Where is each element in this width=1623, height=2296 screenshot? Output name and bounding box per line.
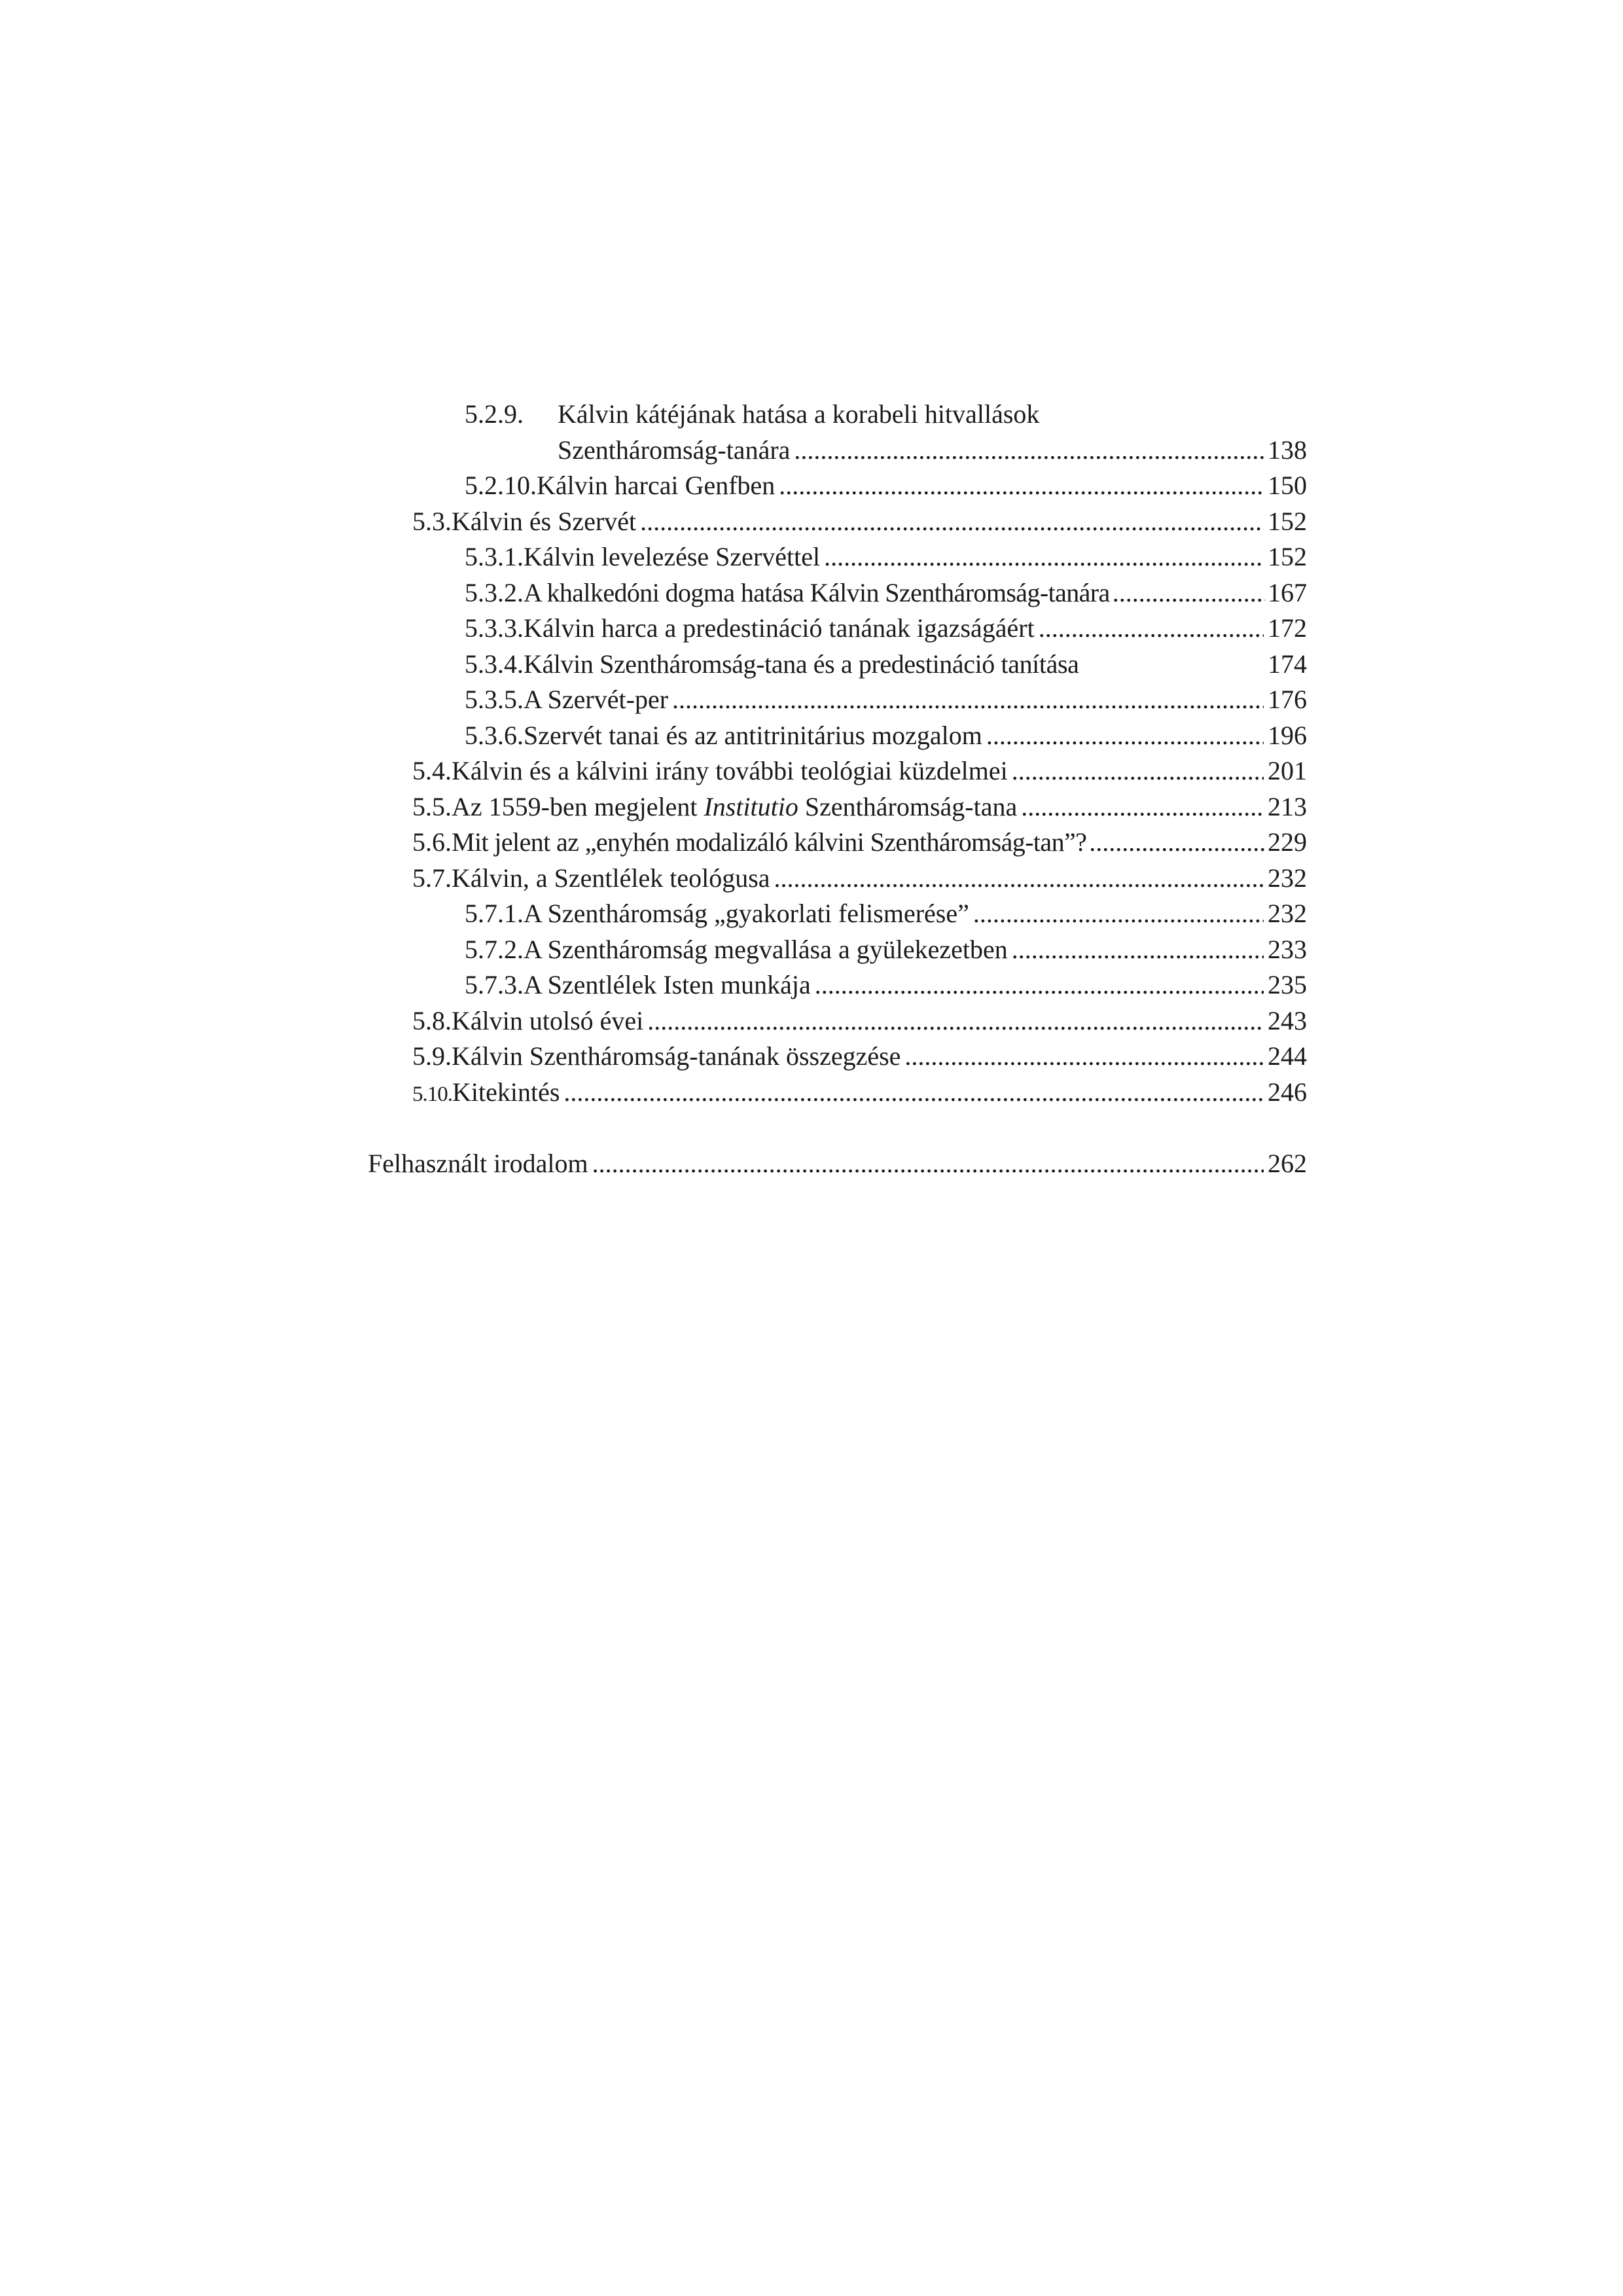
toc-entry-number: 5.7.: [412, 863, 452, 893]
toc-entry-number: 5.2.10.: [465, 471, 537, 500]
toc-entry-page: 176: [1268, 685, 1307, 714]
toc-entry-number: 5.7.1.: [465, 899, 524, 928]
toc-entry-number: 5.3.5.: [465, 685, 524, 714]
toc-entry-page: 196: [1268, 721, 1307, 750]
toc-entry: [412, 1003, 1307, 1039]
toc-entry: [465, 931, 1307, 968]
toc-entry-title: A khalkedóni dogma hatása Kálvin Szentháromság-tanára: [524, 578, 1110, 607]
dot-leader: [1012, 931, 1264, 968]
toc-entry: [465, 575, 1307, 611]
toc-entry-page: 243: [1268, 1006, 1307, 1035]
toc-entry-page: 244: [1268, 1041, 1307, 1071]
toc-entry-number: 5.6.: [412, 827, 452, 857]
toc-entry-page: 233: [1268, 935, 1307, 964]
dot-leader: [1021, 789, 1264, 825]
toc-entry-title: Kálvin kátéjának hatása a korabeli hitvallások: [558, 399, 1040, 429]
toc-entry-number: 5.2.9.: [465, 399, 524, 429]
toc-entry-title: Kálvin utolsó évei: [452, 1006, 644, 1035]
toc-entry-title: Szervét tanai és az antitrinitárius mozgalom: [524, 721, 982, 750]
dot-leader: [563, 1074, 1264, 1111]
toc-entry-page: 213: [1268, 792, 1307, 821]
toc-entry-title-start: Az 1559-ben megjelent: [452, 792, 704, 821]
toc-entry-page: 246: [1268, 1077, 1307, 1107]
toc-entry-number: 5.3.6.: [465, 721, 524, 750]
dot-leader: [640, 503, 1264, 540]
toc-entry-number: 5.4.: [412, 756, 452, 785]
dot-leader: [774, 860, 1264, 897]
toc-entry-title-italic: Institutio: [704, 792, 798, 821]
toc-entry: [368, 1145, 1307, 1182]
toc-entry-title: A Szentlélek Isten munkája: [524, 970, 811, 999]
toc-entry-title-end: Szentháromság-tana: [798, 792, 1018, 821]
dot-leader: [1039, 610, 1264, 647]
toc-entry-page: 201: [1268, 756, 1307, 785]
toc-entry-page: 167: [1268, 578, 1307, 607]
toc-entry: [465, 681, 1307, 718]
toc-entry: [412, 860, 1307, 897]
toc-entry-page: 138: [1268, 435, 1307, 465]
toc-entry: [465, 539, 1307, 575]
toc-entry-title: A Szentháromság „gyakorlati felismerése”: [524, 899, 969, 928]
toc-entry: [465, 895, 1307, 932]
toc-entry: [558, 432, 1307, 469]
dot-leader: [1012, 753, 1264, 789]
toc-entry: [465, 610, 1307, 647]
dot-leader: [779, 467, 1264, 504]
toc-entry-page: 150: [1268, 471, 1307, 500]
toc-entry-page: 235: [1268, 970, 1307, 999]
dot-leader: [824, 539, 1264, 575]
toc-entry: [412, 1038, 1307, 1075]
toc-entry: [412, 753, 1307, 789]
dot-leader: [647, 1003, 1264, 1039]
toc-entry-page: 152: [1268, 542, 1307, 571]
dot-leader: [794, 432, 1264, 469]
toc-entry: [412, 503, 1307, 540]
dot-leader: [592, 1145, 1264, 1182]
toc-entry-page: 172: [1268, 613, 1307, 643]
toc-entry-title: Kálvin Szentháromság-tana és a predestináció tanítása: [524, 649, 1079, 679]
toc-entry-title: Kálvin harca a predestináció tanának igazságáért: [524, 613, 1035, 643]
toc-entry-page: 262: [1268, 1149, 1307, 1178]
toc-entry: [412, 824, 1307, 861]
toc-entry-number: 5.3.: [412, 507, 452, 536]
dot-leader: [973, 895, 1264, 932]
toc-entry-number: 5.3.1.: [465, 542, 524, 571]
toc-entry: [465, 717, 1307, 754]
toc-entry-page: 174: [1268, 649, 1307, 679]
toc-entry-number: 5.3.4.: [465, 649, 524, 679]
toc-entry-title: Kálvin Szentháromság-tanának összegzése: [452, 1041, 901, 1071]
dot-leader: [672, 681, 1264, 718]
toc-entry-number: 5.3.2.: [465, 578, 524, 607]
toc-entry: [465, 967, 1307, 1003]
toc-entry: [465, 646, 1307, 683]
toc-entry-title: A Szervét-per: [524, 685, 669, 714]
dot-leader: [815, 967, 1264, 1003]
toc-entry-title: Kitekintés: [452, 1077, 560, 1107]
toc-entry-page: 232: [1268, 899, 1307, 928]
dot-leader: [1089, 824, 1265, 861]
dot-leader: [986, 717, 1264, 754]
toc-entry-number: 5.7.3.: [465, 970, 524, 999]
toc-entry-title: A Szentháromság megvallása a gyülekezetben: [524, 935, 1008, 964]
toc-entry-title: Kálvin harcai Genfben: [537, 471, 776, 500]
toc-entry-number: 5.8.: [412, 1006, 452, 1035]
toc-entry-number: 5.10.: [412, 1083, 452, 1106]
toc-entry-title: [452, 789, 1017, 825]
toc-entry: [465, 396, 1315, 433]
toc-entry-number: 5.3.3.: [465, 613, 524, 643]
toc-entry-page: 152: [1268, 507, 1307, 536]
toc-entry-number: 5.7.2.: [465, 935, 524, 964]
toc-entry-title: Felhasznált irodalom: [368, 1149, 588, 1178]
toc-entry-number: 5.9.: [412, 1041, 452, 1071]
toc-entry-title: Szentháromság-tanára: [558, 435, 791, 465]
toc-entry-title: Kálvin és Szervét: [452, 507, 637, 536]
dot-leader: [904, 1038, 1264, 1075]
toc-entry: [412, 1074, 1307, 1111]
toc-entry-title: Kálvin levelezése Szervéttel: [524, 542, 821, 571]
toc-entry-title: Kálvin és a kálvini irány további teológiai küzdelmei: [452, 756, 1008, 785]
toc-entry: [465, 467, 1307, 504]
toc-entry: [412, 789, 1307, 825]
toc-entry-page: 232: [1268, 863, 1307, 893]
toc-entry-page: 229: [1268, 827, 1307, 857]
dot-leader: [1113, 575, 1265, 611]
toc-entry-title: Kálvin, a Szentlélek teológusa: [452, 863, 770, 893]
toc-entry-number: 5.5.: [412, 792, 452, 821]
toc-entry-title: Mit jelent az „enyhén modalizáló kálvini Szentháromság-tan”?: [452, 827, 1087, 857]
